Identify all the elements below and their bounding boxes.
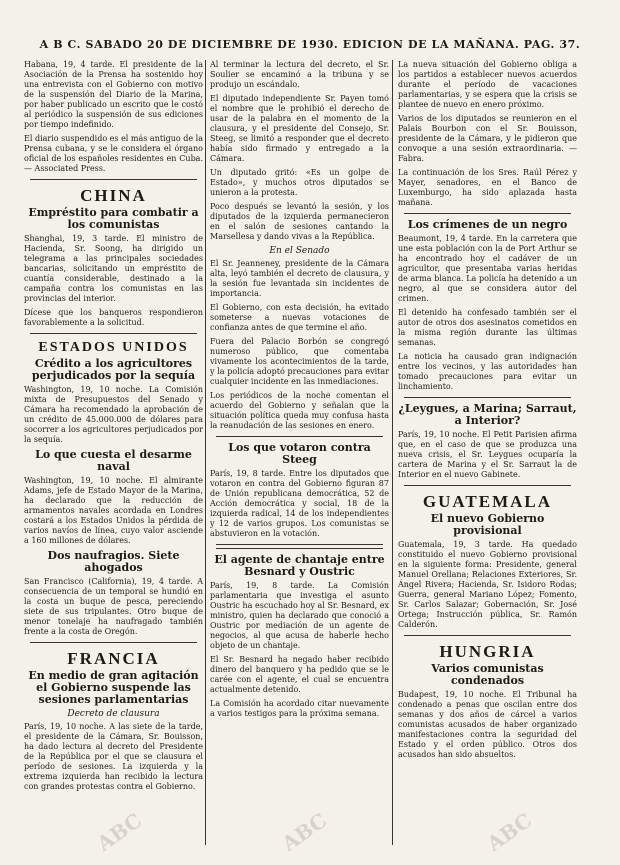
article-paragraph: La continuación de los Sres. Raúl Pérez y Mayer, senadores, en el Banco de Luxemburgo, ha sido aplazada hasta mañana. xyxy=(398,168,577,207)
article-headline: En medio de gran agitación el Gobierno suspende las sesiones parlamentarias xyxy=(28,669,199,706)
page-header: A B C. SABADO 20 DE DICIEMBRE DE 1930. EDICION DE LA MAÑANA. PAG. 37. xyxy=(39,38,581,51)
article-paragraph: Budapest, 19, 10 noche. El Tribunal ha condenado a penas que oscilan entre dos semanas y dos años de cárcel a varios comunistas acusados de haber organizado manifestaciones contra la seguridad del Estado y el orden público. Otros dos acusados han sido absueltos. xyxy=(398,690,577,759)
column-rule xyxy=(392,60,393,845)
section-divider xyxy=(30,642,197,643)
section-divider xyxy=(404,485,571,486)
article-paragraph: París, 19, 8 tarde. La Comisión parlamentaria que investiga el asunto Oustric ha escuchado hoy al Sr. Besnard, ex ministro, quien ha declarado que conoció a Oustric por mediación de un agente de negocios, al que acusa de haberle hecho objeto de un chantaje. xyxy=(210,581,389,650)
article-paragraph: El diario suspendido es el más antiguo de la Prensa cubana, y se le considera el órgano oficial de los españoles residentes en Cuba. — Associated Press. xyxy=(24,134,203,173)
section-divider xyxy=(404,635,571,636)
section-title: ESTADOS UNIDOS xyxy=(38,340,189,355)
article-paragraph: París, 19, 10 noche. A las siete de la tarde, el presidente de la Cámara, Sr. Bouisson, ha dado lectura al decreto del Presidente de la República por el que se clausura el período de sesiones. La izquierda y la extrema izquierda han recibido la lectura con grandes protestas contra el Gobierno. xyxy=(24,722,203,791)
article-paragraph: La Comisión ha acordado citar nuevamente a varios testigos para la próxima semana. xyxy=(210,699,389,718)
article-paragraph: La noticia ha causado gran indignación entre los vecinos, y las autoridades han tomado precauciones para evitar un linchamiento. xyxy=(398,352,577,391)
article-paragraph: Washington, 19, 10 noche. El almirante Adams, jefe de Estado Mayor de la Marina, ha declarado que la reducción de armamentos navales acordada en Londres costará a los Estados Unidos la pérdida de varios navíos de línea, cuyo valor asciende a 160 millones de dólares. xyxy=(24,476,203,545)
article-headline: Dos naufragios. Siete ahogados xyxy=(47,549,180,574)
column-1 xyxy=(24,60,203,845)
section-divider xyxy=(30,333,197,334)
article-paragraph: Al terminar la lectura del decreto, el Sr. Soulier se encaminó a la tribuna y se produjo un escándalo. xyxy=(210,60,389,89)
article-paragraph: Dícese que los banqueros respondieron favorablemente a la solicitud. xyxy=(24,308,203,327)
article-headline: Lo que cuesta el desarme naval xyxy=(35,448,192,473)
article-paragraph: Varios de los diputados se reunieron en el Palais Bourbon con el Sr. Bouisson, presidente de la Cámara, y le pidieron que convoque a una sesión extraordinaria. — Fabra. xyxy=(398,114,577,163)
article-paragraph: Habana, 19, 4 tarde. El presidente de la Asociación de la Prensa ha sostenido hoy una entrevista con el Gobierno con motivo de la suspensión del Diario de la Marina, por haber publicado un escrito que le costó al periódico la suspensión de sus ediciones por tiempo indefinido. xyxy=(24,60,203,129)
article-paragraph: Un diputado gritó: «Es un golpe de Estado», y muchos otros diputados se unieron a la protesta. xyxy=(210,168,389,197)
column-2 xyxy=(210,60,389,845)
section-title: CHINA xyxy=(80,186,147,205)
article-paragraph: París, 19, 8 tarde. Entre los diputados que votaron en contra del Gobierno figuran 87 de Unión republicana democrática, 52 de Acción democrática y social, 18 de la izquierda radical, 14 de los independientes y 12 de varios grupos. Los comunistas se abstuvieron en la votación. xyxy=(210,469,389,538)
article-headline: El nuevo Gobierno provisional xyxy=(430,512,545,537)
article-paragraph: El detenido ha confesado también ser el autor de otros dos asesinatos cometidos en la misma región durante las últimas semanas. xyxy=(398,308,577,347)
article-paragraph: Beaumont, 19, 4 tarde. En la carretera que une esta población con la de Port Arthur se ha encontrado hoy el cadáver de un agricultor, que presentaba varias heridas de arma blanca. La policía ha detenido a un negro, al que se considera autor del crimen. xyxy=(398,234,577,303)
article-headline: ¿Leygues, a Marina; Sarraut, a Interior? xyxy=(398,402,577,427)
article-paragraph: El Gobierno, con esta decisión, ha evitado someterse a nuevas votaciones de confianza antes de que termine el año. xyxy=(210,303,389,332)
watermark: ABC xyxy=(92,808,147,856)
article-paragraph: Fuera del Palacio Borbón se congregó numeroso público, que comentaba vivamente los acontecimientos de la tarde, y la policía adoptó precauciones para evitar cualquier incidente en las inmediaciones. xyxy=(210,337,389,386)
article-subheading: Decreto de clausura xyxy=(67,709,160,719)
section-title: GUATEMALA xyxy=(422,492,553,511)
article-headline: Varios comunistas condenados xyxy=(431,662,544,687)
section-divider xyxy=(30,179,197,180)
article-paragraph: El Sr. Jeanneney, presidente de la Cámara alta, leyó también el decreto de clausura, y la sesión fue levantada sin incidentes de importancia. xyxy=(210,259,389,298)
article-paragraph: Shanghai, 19, 3 tarde. El ministro de Hacienda, Sr. Soong, ha dirigido un telegrama a las principales sociedades bancarias, solicitando un empréstito de cuantía considerable, destinado a la campaña contra los comunistas en las provincias del interior. xyxy=(24,234,203,303)
article-paragraph: Washington, 19, 10 noche. La Comisión mixta de Presupuestos del Senado y Cámara ha recomendado la aprobación de un crédito de 45.000.000 de dólares para socorrer a los agricultores perjudicados por la sequía. xyxy=(24,385,203,444)
section-divider xyxy=(216,544,383,549)
column-rule xyxy=(205,60,206,845)
section-title: FRANCIA xyxy=(67,649,160,668)
article-headline: Crédito a los agricultores perjudicados por la sequía xyxy=(31,357,196,382)
article-paragraph: Poco después se levantó la sesión, y los diputados de la izquierda permanecieron en el salón de sesiones cantando la Marsellesa y dando vivas a la República. xyxy=(210,202,389,241)
article-paragraph: La nueva situación del Gobierno obliga a los partidos a establecer nuevos acuerdos durante el período de vacaciones parlamentarias, y se espera que la crisis se plantee de nuevo en enero próximo. xyxy=(398,60,577,109)
section-divider xyxy=(404,397,571,398)
article-subheading: En el Senado xyxy=(269,246,330,256)
article-paragraph: San Francisco (California), 19, 4 tarde. A consecuencia de un temporal se hundió en la costa un buque de pesca, pereciendo siete de sus tripulantes. Otro buque de menor tonelaje ha naufragado también frente a la costa de Oregón. xyxy=(24,577,203,636)
article-headline: El agente de chantaje entre Besnard y Oustric xyxy=(214,553,385,578)
article-paragraph: París, 19, 10 noche. El Petit Parisien afirma que, en el caso de que se produzca una nueva crisis, el Sr. Leygues ocuparía la cartera de Marina y el Sr. Sarraut la de Interior en el nuevo Gabinete. xyxy=(398,430,577,479)
article-paragraph: El Sr. Besnard ha negado haber recibido dinero del banquero y ha pedido que se le carée con el agente, el cual se encuentra actualmente detenido. xyxy=(210,655,389,694)
article-headline: Empréstito para combatir a los comunistas xyxy=(28,206,199,231)
watermark: ABC xyxy=(277,808,332,856)
watermark: ABC xyxy=(482,808,537,856)
section-divider xyxy=(404,213,571,214)
article-headline: Los que votaron contra Steeg xyxy=(228,441,371,466)
article-paragraph: Guatemala, 19, 3 tarde. Ha quedado constituido el nuevo Gobierno provisional en la siguiente forma: Presidente, general Manuel Orellana; Relaciones Exteriores, Sr. Ángel Rivera; Hacienda, Sr. Isidoro Rodas; Guerra, general Mariano López; Fomento, Sr. Carlos Salazar; Gobernación, Sr. José Ortega; Instrucción pública, Sr. Ramón Calderón. xyxy=(398,540,577,629)
section-divider xyxy=(216,436,383,437)
article-headline: Los crímenes de un negro xyxy=(407,218,568,231)
article-paragraph: Los periódicos de la noche comentan el acuerdo del Gobierno y señalan que la situación política queda muy confusa hasta la reanudación de las sesiones en enero. xyxy=(210,391,389,430)
article-paragraph: El diputado independiente Sr. Payen tomó el nombre que le prohibió el derecho de usar de la palabra en el momento de la clausura, y el presidente del Consejo, Sr. Steeg, se limitó a responder que el decreto había sido firmado y entregado a la Cámara. xyxy=(210,94,389,163)
section-title: HUNGRIA xyxy=(439,642,536,661)
column-3 xyxy=(398,60,577,845)
